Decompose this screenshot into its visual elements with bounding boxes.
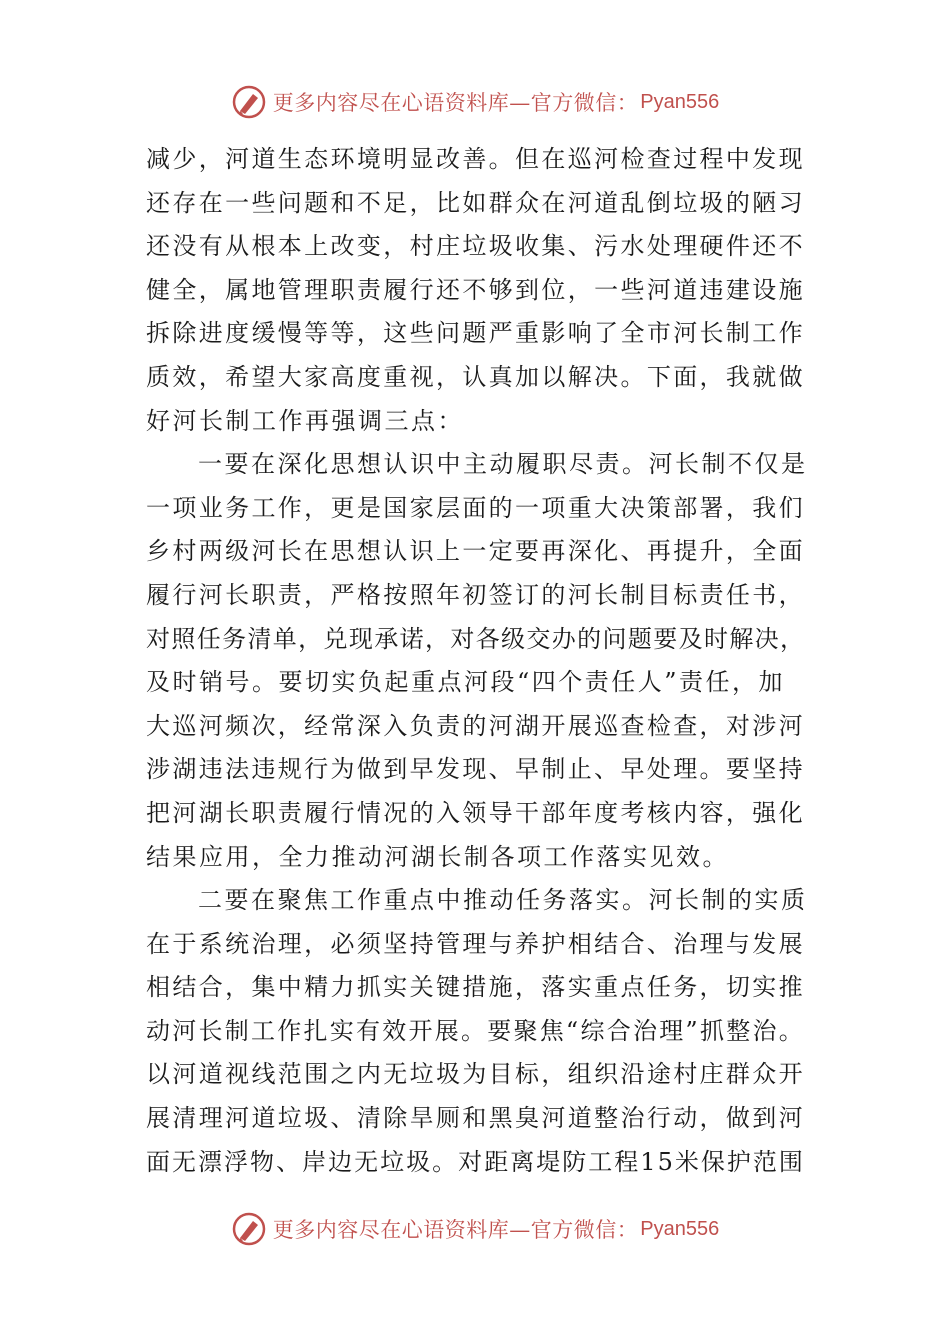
body-line: 对照任务清单，兑现承诺，对各级交办的问题要及时解决， bbox=[146, 624, 806, 653]
body-line: 还没有从根本上改变，村庄垃圾收集、污水处理硬件还不 bbox=[146, 232, 805, 261]
watermark-header bbox=[0, 82, 950, 122]
pen-logo-icon bbox=[231, 1211, 267, 1247]
body-line: 展清理河道垃圾、清除旱厕和黑臭河道整治行动，做到河 bbox=[146, 1104, 805, 1133]
watermark-wechat-id: Pyan556 bbox=[640, 1217, 720, 1240]
watermark-text: 更多内容尽在心语资料库—官方微信： bbox=[272, 1218, 639, 1242]
body-line: 健全，属地管理职责履行还不够到位，一些河道违建设施 bbox=[146, 275, 805, 304]
body-line: 乡村两级河长在思想认识上一定要再深化、再提升，全面 bbox=[146, 537, 805, 566]
watermark-text: 更多内容尽在心语资料库—官方微信： bbox=[272, 91, 639, 115]
paragraph-first-line: 一要在深化思想认识中主动履职尽责。河长制不仅是 bbox=[198, 450, 808, 479]
paragraph-first-line: 二要在聚焦工作重点中推动任务落实。河长制的实质 bbox=[198, 886, 808, 915]
body-line: 履行河长职责，严格按照年初签订的河长制目标责任书， bbox=[146, 580, 805, 609]
body-line: 一项业务工作，更是国家层面的一项重大决策部署，我们 bbox=[146, 493, 805, 522]
body-line: 在于系统治理，必须坚持管理与养护相结合、治理与发展 bbox=[146, 929, 805, 958]
body-line: 面无漂浮物、岸边无垃圾。对距离堤防工程15米保护范围 bbox=[146, 1147, 805, 1176]
document-body bbox=[146, 138, 808, 1184]
body-line: 质效，希望大家高度重视，认真加以解决。下面，我就做 bbox=[146, 362, 805, 391]
body-line: 涉湖违法违规行为做到早发现、早制止、早处理。要坚持 bbox=[146, 755, 805, 784]
body-line: 结果应用，全力推动河湖长制各项工作落实见效。 bbox=[146, 842, 729, 871]
body-line: 动河长制工作扎实有效开展。要聚焦“综合治理”抓整治。 bbox=[146, 1016, 805, 1045]
body-line: 相结合，集中精力抓实关键措施，落实重点任务，切实推 bbox=[146, 973, 805, 1002]
body-line: 把河湖长职责履行情况的入领导干部年度考核内容，强化 bbox=[146, 798, 805, 827]
body-line: 拆除进度缓慢等等，这些问题严重影响了全市河长制工作 bbox=[146, 319, 805, 348]
watermark-footer bbox=[0, 1209, 950, 1249]
pen-logo-icon bbox=[231, 84, 267, 120]
body-line: 及时销号。要切实负起重点河段“四个责任人”责任，加 bbox=[146, 668, 786, 697]
body-line: 减少，河道生态环境明显改善。但在巡河检查过程中发现 bbox=[146, 145, 805, 173]
body-line: 大巡河频次，经常深入负责的河湖开展巡查检查，对涉河 bbox=[146, 711, 805, 740]
body-line: 以河道视线范围之内无垃圾为目标，组织沿途村庄群众开 bbox=[146, 1060, 805, 1089]
watermark-wechat-id: Pyan556 bbox=[640, 90, 720, 113]
body-line: 好河长制工作再强调三点： bbox=[146, 406, 464, 435]
body-line: 还存在一些问题和不足，比如群众在河道乱倒垃圾的陋习 bbox=[146, 188, 805, 217]
